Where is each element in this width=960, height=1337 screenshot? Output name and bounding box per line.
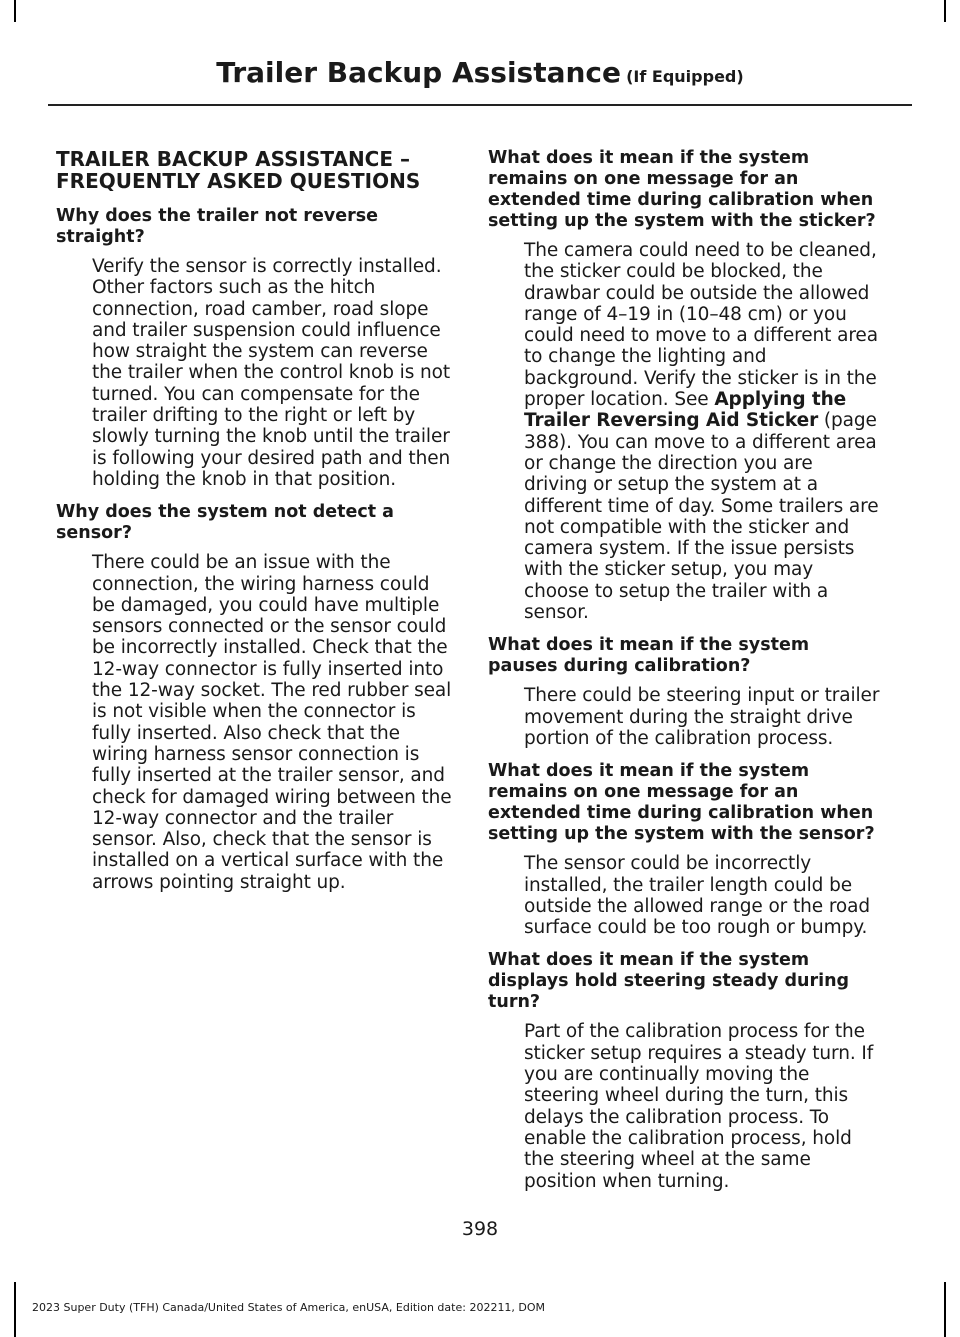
answer-text: The camera could need to be cleaned, the sticker could be blocked, the drawbar could be outside the allowed range of 4–19 in (10–48 cm) or you could need to move to a different area to change the lighting and background. Verify the sticker is in the proper location. See bbox=[524, 240, 878, 411]
question: What does it mean if the system displays hold steering steady during turn? bbox=[488, 950, 850, 1013]
header-rule bbox=[48, 104, 912, 106]
header-title: Trailer Backup Assistance bbox=[216, 56, 622, 89]
section-title: TRAILER BACKUP ASSISTANCE – FREQUENTLY ASKED QUESTIONS bbox=[56, 147, 421, 193]
crop-mark bbox=[944, 0, 946, 22]
page-number: 398 bbox=[461, 1218, 499, 1240]
question: What does it mean if the system pauses during calibration? bbox=[488, 635, 810, 677]
crop-mark bbox=[14, 1282, 16, 1337]
page-header bbox=[0, 56, 960, 89]
header-subtitle: (If Equipped) bbox=[626, 67, 744, 86]
left-column bbox=[56, 148, 456, 905]
answer bbox=[524, 240, 880, 623]
answer: There could be an issue with the connection, the wiring harness could be damaged, you could have multiple sensors connected or the sensor could be incorrectly installed. Check that the 12-way connector is fully inserted into the 12-way socket. The red rubber seal is not visible when the connector is fully inserted. Also check that the wiring harness sensor connection is fully inserted at the trailer sensor, and check for damaged wiring between the 12-way connector and the trailer sensor. Also, check that the sensor is installed on a vertical surface with the arrows pointing straight up. bbox=[92, 552, 452, 893]
question: Why does the trailer not reverse straight? bbox=[56, 206, 378, 247]
answer: Verify the sensor is correctly installed. Other factors such as the hitch connection, road camber, road slope and trailer suspension could influence how straight the system can reverse the trailer when the control knob is not turned. You can compensate for the trailer drifting to the right or left by slowly turning the knob until the trailer is following your desired path and then holding the knob in that position. bbox=[92, 256, 451, 490]
right-column bbox=[488, 148, 880, 1204]
answer: The sensor could be incorrectly installed, the trailer length could be outside the allowed range or the road surface could be too rough or bumpy. bbox=[524, 853, 871, 939]
crop-mark bbox=[14, 0, 16, 22]
cross-reference-link[interactable]: Applying the Trailer Reversing Aid Sticker bbox=[524, 389, 847, 432]
question: Why does the system not detect a sensor? bbox=[56, 502, 394, 544]
answer-text: You can move to a different area or change the direction you are driving or setup the system at a different time of day. Some trailers are not compatible with the sticker and camera system. If the issue persists with the sticker setup, you may choose to setup the trailer with a sensor. bbox=[524, 431, 879, 624]
page-reference: (page 388). bbox=[524, 410, 877, 453]
question: What does it mean if the system remains on one message for an extended time during calibration when setting up the system with the sticker? bbox=[488, 148, 876, 231]
question: What does it mean if the system remains on one message for an extended time during calibration when setting up the system with the sensor? bbox=[488, 761, 875, 845]
answer: Part of the calibration process for the sticker setup requires a steady turn. If you are continually moving the steering wheel during the turn, this delays the calibration process. To enable the calibration process, hold the steering wheel at the same position when turning. bbox=[524, 1021, 874, 1192]
footer-text: 2023 Super Duty (TFH) Canada/United States of America, enUSA, Edition date: 202211, DOM bbox=[32, 1301, 546, 1314]
answer: There could be steering input or trailer movement during the straight drive portion of the calibration process. bbox=[524, 685, 880, 749]
crop-mark bbox=[944, 1282, 946, 1337]
